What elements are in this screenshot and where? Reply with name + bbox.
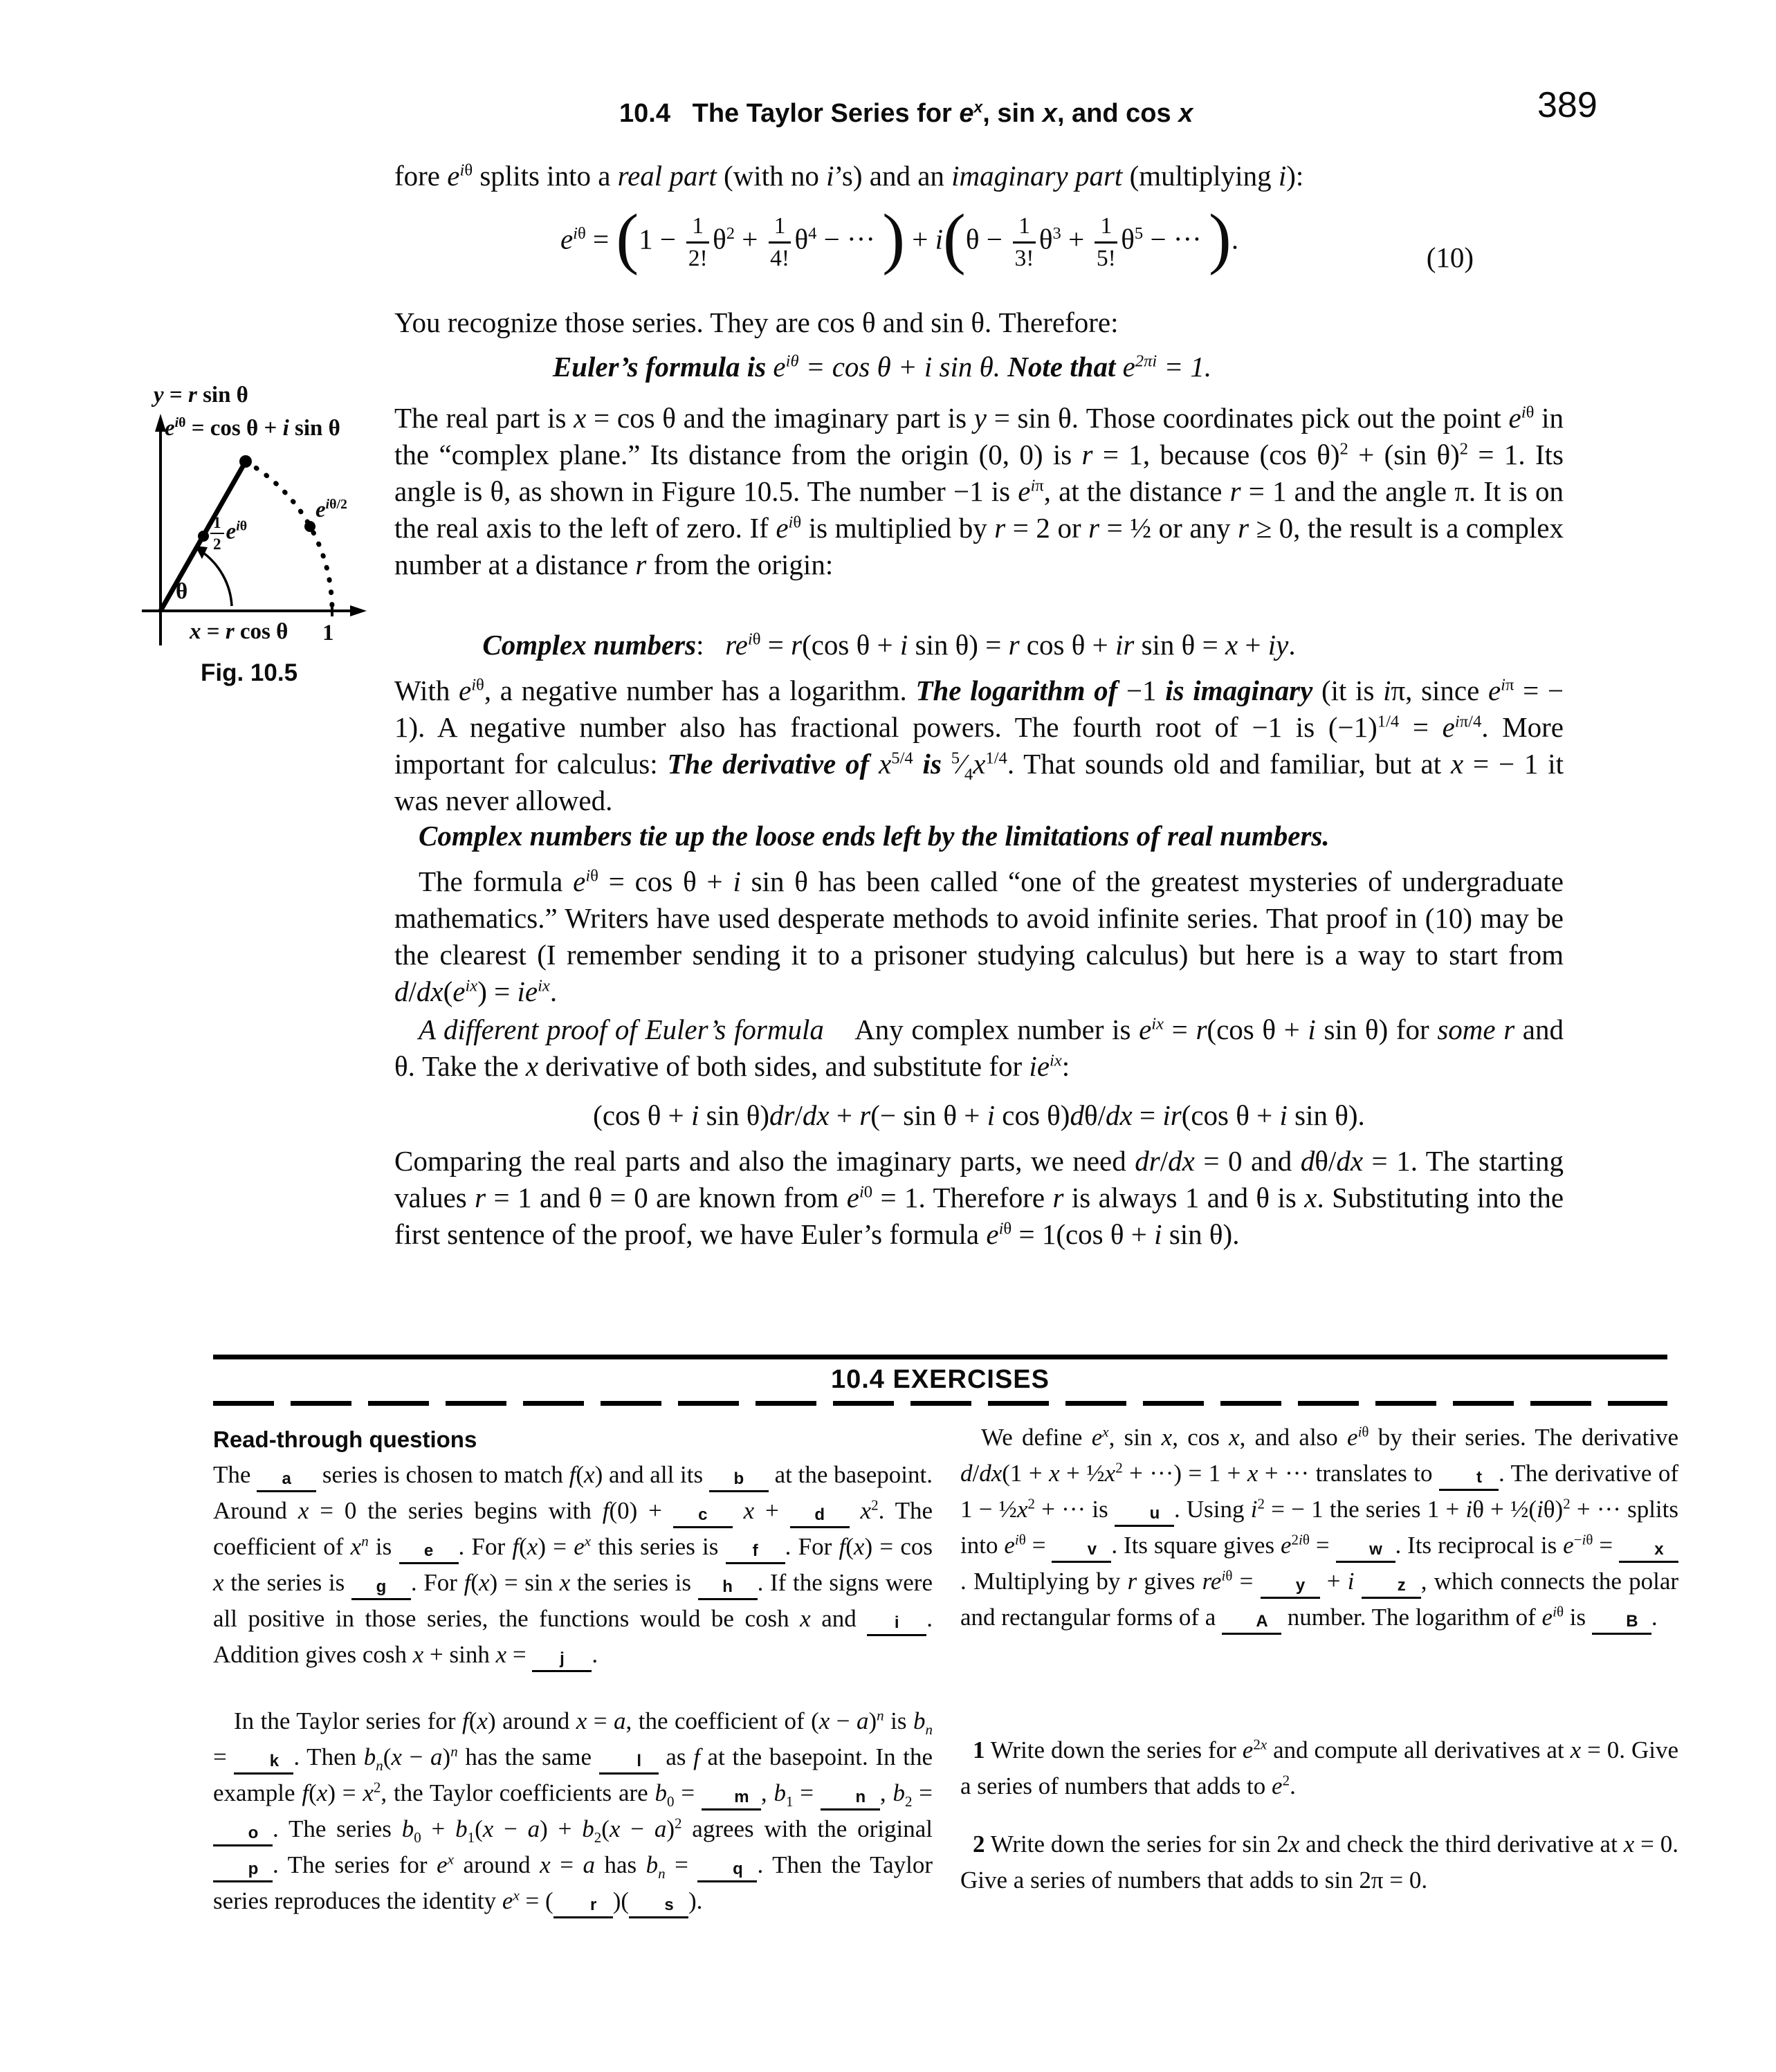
equation-10-body: $e^{i\theta} = (1$ − $\frac{1}{2!}$ $\theta^2$ + $\frac{1}{4!}$ $\theta^4$ − ··· ) + i(θ − $\frac{1}{3!}$ $\theta^3$ + $\frac{1}{5!}$ $\theta^5$ − ··· ). [560,201,1239,277]
read-through-heading: Read-through questions [213,1427,477,1452]
exercises-top-rule [213,1355,1667,1359]
point-half-e-itheta [198,531,209,542]
point-e-itheta [239,455,252,468]
figure-theta-label: θ [176,579,188,604]
comparing-paragraph: Comparing the real parts and also the imaginary parts, we need dr/dx = 0 and dθ/dx = 1. The starting values r = 1 and θ = 0 are known from $e^{i0} = 1$. Therefore r is always 1 and θ is x. Substituting into the first sentence of the proof, we have Euler’s formula $e^{i\theta} = 1(\cos$ θ + i sin θ). [394,1145,1564,1250]
x-axis-arrow [350,605,367,616]
recognize-paragraph: You recognize those series. They are cos θ and sin θ. Therefore: [394,306,1119,338]
complex-numbers-line: Complex numbers: $re^{i\theta} = r(\cos$ θ + i sin θ) = r cos θ + ir sin θ = x + iy. [482,629,1296,661]
logarithm-paragraph: With $e^{i\theta}$, a negative number has a logarithm. The logarithm of −1 is imaginary (it is iπ, since $e^{i\pi}$ = − 1). A negative number also has fractional powers. The fourth root of −1 is $(-1)^{1/4} = e^{i\pi/4}$. More important for calculus: The derivative of $x^{5/4}$ is $^5⁄_4x^{1/4}$. That sounds old and familiar, but at x = − 1 it was never allowed. [394,675,1564,816]
angle-arc [201,551,232,606]
equation-10 [394,201,1564,277]
exercises-bottom-rule [213,1401,1667,1406]
read-through-paragraph-2: In the Taylor series for f(x) around x = a, the coefficient of $(x - a)^n$ is $b_n = k$ . Then $b_n(x - a)^n$ has the same l as f at the basepoint. In the example $f(x) = x^2$, the Taylor coefficients are $b_0 = m$ , $b_1 = n$ , $b_2 = o$ . The series $b_0 + b_1(x - a) + b_2(x - a)^2$ agrees with the original p . The series for $e^x$ around x = a has $b_n = q$ . Then the Taylor series reproduces the identity $e^x$ = ( r )( s ). [213,1703,933,1919]
read-through-paragraph-3: We define $e^x$, sin x, cos x, and also $e^{i\theta}$ by their series. The derivative $d/dx(1 + x + \frac{1}{2}x^2$ + ···) = 1 + x + ··· translates to t . The derivative of $1 - \frac{1}{2}x^2$ + ··· is u . Using $i^2$ = − 1 the series $1 + i\theta + \frac{1}{2}(i\theta)^2$ + ··· splits into $e^{i\theta} = v$ . Its square gives $e^{2i\theta} = w$ . Its reciprocal is $e^{-i\theta} = x$. Multiplying by r gives $re^{i\theta} = y + i$ z , which connects the polar and rectangular forms of a A number. The logarithm of $e^{i\theta}$ is B . [960,1420,1678,1635]
derivative-equation: (cos θ + i sin θ)dr/dx + r(− sin θ + i cos θ)dθ/dx = ir(cos θ + i sin θ). [593,1099,1365,1131]
different-proof-paragraph: A different proof of Euler’s formula Any complex number is $e^{ix} = r(\cos$ θ + i sin θ) for some r and θ. Take the x derivative of both sides, and substitute for $ie^{ix}$: [394,1014,1564,1082]
intro-paragraph: fore $e^{i\theta}$ splits into a real part (with no i’s) and an imaginary part (multiplying i): [394,160,1304,192]
angle-arc-arrow [195,546,208,559]
page-number: 389 [1537,85,1598,125]
section-header: 10.4 The Taylor Series for $e^x$, sin x, and cos x [619,98,1193,128]
exercises-band [213,1355,1667,1406]
problem-2: 2 Write down the series for sin 2x and check the third derivative at x = 0. Give a series of numbers that adds to sin 2π = 0. [960,1831,1678,1894]
figure-caption: Fig. 10.5 [201,659,298,686]
unit-circle-arc [246,461,332,611]
figure-half-point-label: $\frac{1}{2}$ $e^{i\theta}$ [210,515,247,552]
problem-1: 1 Write down the series for $e^{2x}$ and compute all derivatives at x = 0. Give a series of numbers that adds to $e^2$. [960,1736,1678,1799]
figure-one-label: 1 [322,621,334,645]
loose-ends-line: Complex numbers tie up the loose ends left by the limitations of real numbers. [419,820,1330,852]
figure-10-5 [138,379,401,704]
read-through-paragraph-1: The a series is chosen to match f(x) and all its b at the basepoint. Around x = 0 the series begins with f(0) + c x + d $x^2$. The coefficient of $x^n$ is e . For $f(x) = e^x$ this series is f . For f(x) = cos x the series is g . For f(x) = sin x the series is h . If the signs were all positive in those series, the functions would be cosh x and i . Addition gives cosh x + sinh x = j . [213,1457,933,1673]
figure-y-axis-label: y = r sin θ [154,383,248,407]
euler-formula-line: Euler’s formula is $e^{i\theta} = \cos \theta + i$ sin θ. Note that $e^{2\pi i} = 1$. [552,351,1212,383]
real-part-paragraph: The real part is x = cos θ and the imaginary part is y = sin θ. Those coordinates pick out the point $e^{i\theta}$ in the “complex plane.” Its distance from the origin (0, 0) is r = 1, because (cos θ)$^2$ + (sin θ)$^2$ = 1. Its angle is θ, as shown in Figure 10.5. The number −1 is $e^{i\pi}$, at the distance r = 1 and the angle π. It is on the real axis to the left of zero. If $e^{i\theta}$ is multiplied by r = 2 or r = ½ or any r ≥ 0, the result is a complex number at a distance r from the origin: [394,402,1564,580]
mysteries-paragraph: The formula $e^{i\theta} = \cos \theta + i$ sin θ has been called “one of the greatest mysteries of undergraduate mathematics.” Writers have used desperate methods to avoid infinite series. That proof in (10) may be the clearest (I remember sending it to a prisoner studying calculus) but here is a way to start from $d/dx(e^{ix}) = ie^{ix}$. [394,865,1564,1007]
exercises-title: 10.4 EXERCISES [830,1365,1050,1394]
point-e-itheta-half [304,521,315,532]
figure-point-formula-label: $e^{i\theta} = \cos \theta + i$ sin θ [165,415,340,441]
equation-10-number: (10) [1426,241,1474,273]
figure-x-axis-label: x = r cos θ [190,619,289,644]
figure-arc-point-label: $e^{i\theta/2}$ [315,497,347,522]
